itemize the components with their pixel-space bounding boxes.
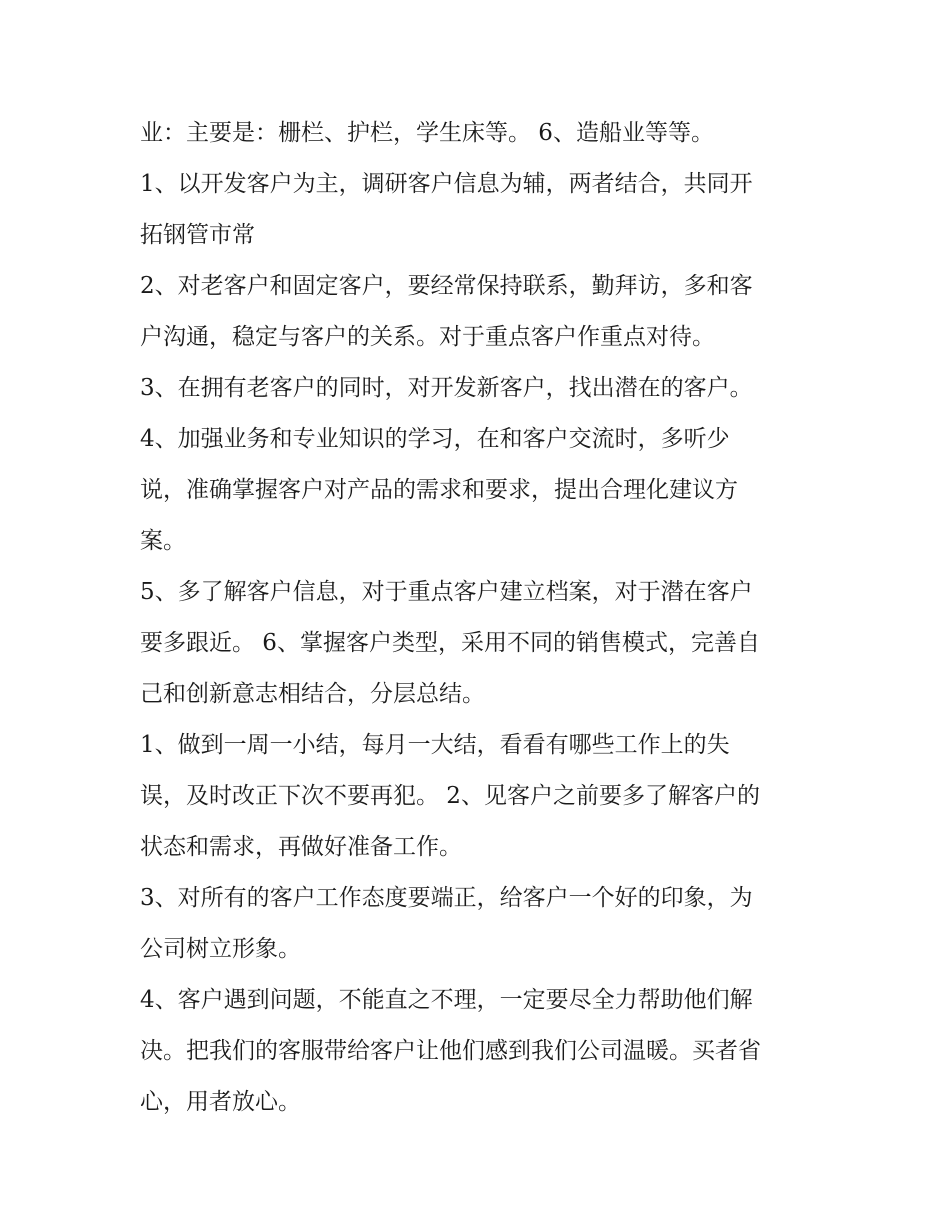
- text-line: 业：主要是：栅栏、护栏，学生床等。 6、造船业等等。: [140, 120, 714, 146]
- text-line: 户沟通，稳定与客户的关系。对于重点客户作重点对待。: [140, 324, 715, 350]
- text-line: 误，及时改正下次不要再犯。 2、见客户之前要多了解客户的: [140, 783, 760, 809]
- text-line: 5、多了解客户信息，对于重点客户建立档案，对于潜在客户: [140, 579, 753, 605]
- text-line: 1、以开发客户为主，调研客户信息为辅，两者结合，共同开: [140, 171, 753, 197]
- text-line: 要多跟近。 6、掌握客户类型，采用不同的销售模式，完善自: [140, 630, 760, 656]
- text-line: 己和创新意志相结合，分层总结。: [140, 681, 485, 707]
- text-line: 3、在拥有老客户的同时，对开发新客户，找出潜在的客户。: [140, 375, 753, 401]
- text-line: 心，用者放心。: [140, 1089, 301, 1115]
- text-line: 拓钢管市常: [140, 222, 255, 248]
- text-line: 2、对老客户和固定客户，要经常保持联系，勤拜访，多和客: [140, 273, 753, 299]
- text-line: 4、客户遇到问题，不能直之不理，一定要尽全力帮助他们解: [140, 987, 753, 1013]
- text-line: 3、对所有的客户工作态度要端正，给客户一个好的印象，为: [140, 885, 753, 911]
- text-line: 1、做到一周一小结，每月一大结，看看有哪些工作上的失: [140, 732, 730, 758]
- text-line: 说，准确掌握客户对产品的需求和要求，提出合理化建议方: [140, 477, 738, 503]
- text-line: 公司树立形象。: [140, 936, 301, 962]
- text-line: 4、加强业务和专业知识的学习，在和客户交流时，多听少: [140, 426, 730, 452]
- text-line: 案。: [140, 528, 186, 554]
- body-text: [140, 108, 820, 1128]
- text-line: 状态和需求，再做好准备工作。: [140, 834, 462, 860]
- text-line: 决。把我们的客服带给客户让他们感到我们公司温暖。买者省: [140, 1038, 761, 1064]
